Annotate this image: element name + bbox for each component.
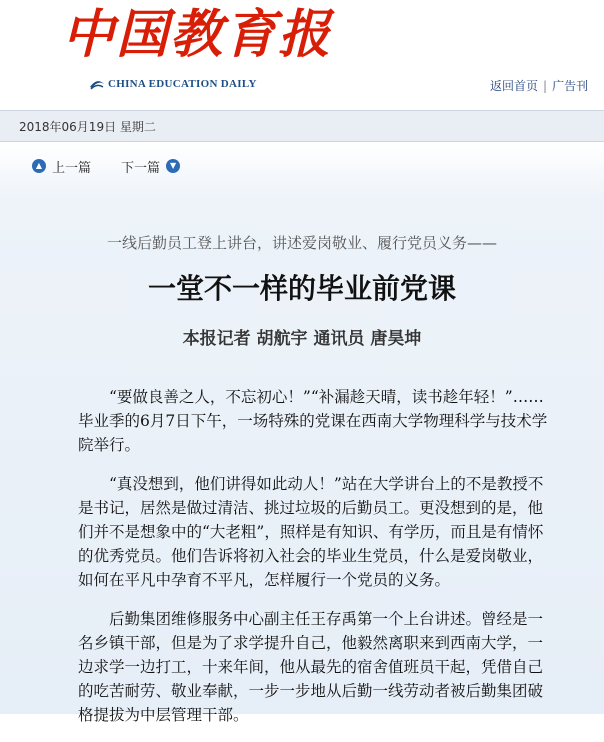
prev-article-link[interactable] — [32, 157, 91, 176]
next-article-link[interactable] — [121, 157, 180, 176]
top-links — [490, 77, 588, 94]
article-nav — [32, 156, 180, 176]
article-byline: 本报记者 胡航宇 通讯员 唐昊坤 — [182, 329, 422, 349]
article-title: 一堂不一样的毕业前党课 — [147, 272, 456, 305]
logo-english-wrap — [88, 74, 257, 94]
next-article-label: 下一篇 — [121, 160, 161, 176]
logo-english: CHINA EDUCATION DAILY — [108, 78, 257, 90]
newspaper-logo[interactable]: 中国教育报 — [62, 4, 333, 65]
globe-emblem-icon — [88, 75, 106, 93]
arrow-up-icon: ▲ — [32, 159, 46, 173]
article-paragraph: “真没想到，他们讲得如此动人！”站在大学讲台上的不是教授不是书记，居然是做过清洁、挑过垃圾的后勤员工。更没想到的是，他们并不是想象中的“大老粗”，照样是有知识、有学历，而且是有情怀的优秀党员。他们告诉将初入社会的毕业生党员，什么是爱岗敬业，如何在平凡中孕育不平凡，怎样履行一个党员的义务。 — [78, 475, 544, 589]
home-link[interactable]: 返回首页 — [490, 79, 539, 93]
article-area — [0, 142, 604, 724]
article-pre-title: 一线后勤员工登上讲台，讲述爱岗敬业、履行党员义务—— — [106, 234, 497, 252]
article-body — [78, 385, 556, 742]
ads-link[interactable]: 广告刊 — [552, 79, 589, 93]
date-bar — [0, 110, 604, 142]
prev-article-label: 上一篇 — [52, 160, 92, 176]
issue-date: 2018年06月19日 星期二 — [19, 120, 156, 134]
article-paragraph: 后勤集团维修服务中心副主任王存禹第一个上台讲述。曾经是一名乡镇干部，但是为了求学提升自己，他毅然离职来到西南大学，一边求学一边打工，十来年间，他从最先的宿舍值班员干起，凭借自己的吃苦耐劳、敬业奉献，一步一步地从后勤一线劳动者被后勤集团破格提拔为中层管理干部。 — [78, 610, 544, 724]
masthead — [0, 0, 604, 110]
link-separator: | — [543, 79, 548, 93]
arrow-down-icon: ▼ — [166, 159, 180, 173]
article-paragraph: “要做良善之人，不忘初心！”“补漏趁天晴，读书趁年轻！”……毕业季的6月7日下午，一场特殊的党课在西南大学物理科学与技术学院举行。 — [78, 388, 548, 454]
